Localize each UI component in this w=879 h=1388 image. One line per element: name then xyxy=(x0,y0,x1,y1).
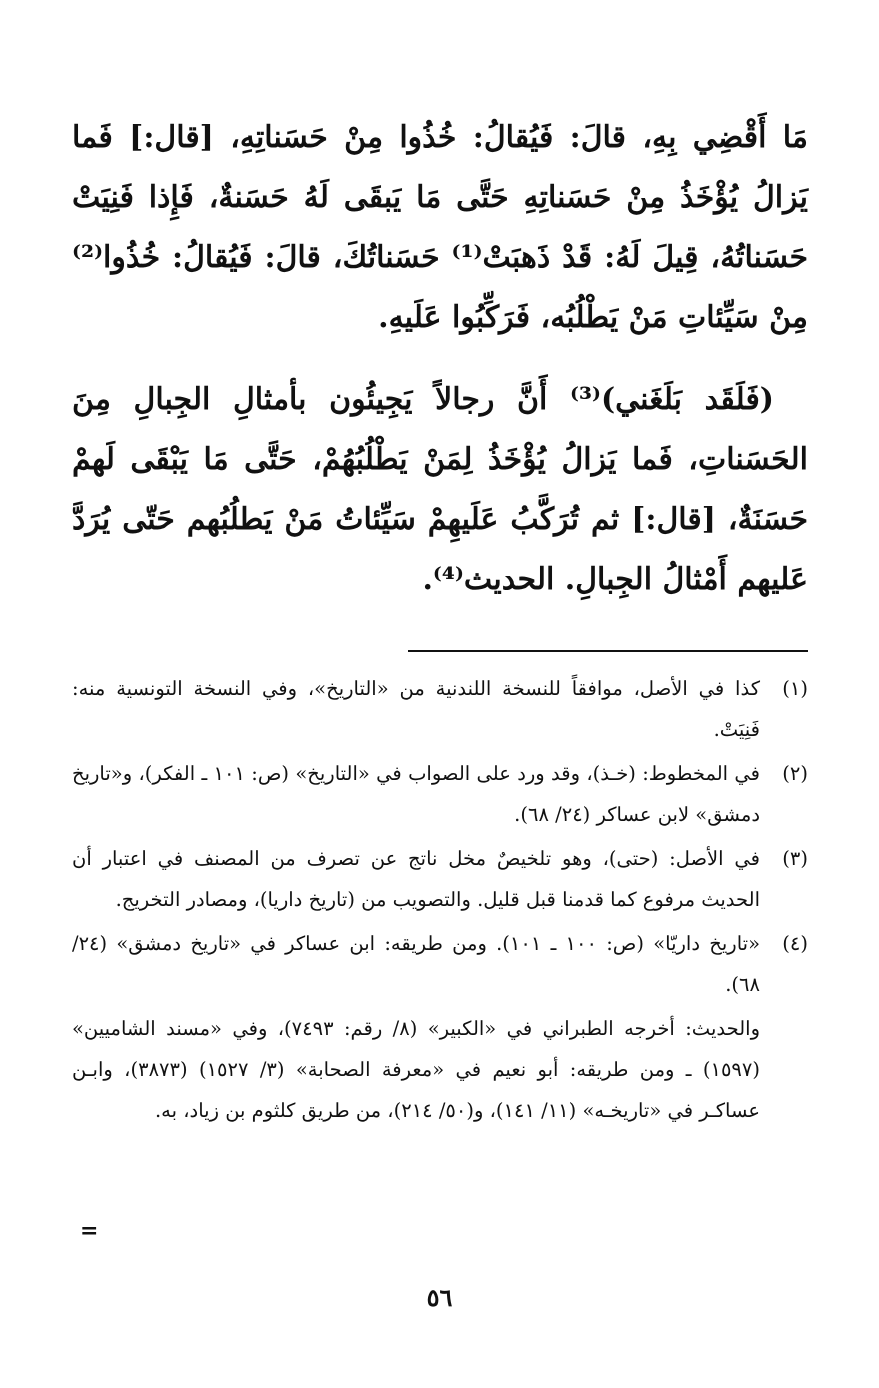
main-text xyxy=(72,108,808,610)
paragraph-2: (فَلَقَد بَلَغَني)⁽³⁾ أَنَّ رجالاً يَجِيئُون بأمثالِ الجِبالِ مِنَ الحَسَناتِ، فَما يَزالُ يُؤْخَذُ لِمَنْ يَطْلُبُهُمْ، حَتَّى مَا يَبْقَى لَهمْ حَسَنَةٌ، [قال:] ثم تُرَكَّبُ عَلَيهِمْ سَيِّئاتُ مَنْ يَطلُبُهم حَتّى يُرَدَّ عَليهم أَمْثالُ الجِبالِ. الحديث⁽⁴⁾. xyxy=(72,382,808,597)
footnote-separator xyxy=(408,650,808,652)
footnote-text: «تاريخ داريّا» (ص: ١٠٠ ـ ١٠١). ومن طريقه: ابن عساكر في «تاريخ دمشق» (٢٤/ ٦٨). xyxy=(72,932,760,996)
footnote-4-continuation: والحديث: أخرجه الطبراني في «الكبير» (٨/ رقم: ٧٤٩٣)، وفي «مسند الشاميين» (١٥٩٧) ـ ومن طريقه: أبو نعيم في «معرفة الصحابة» (٣/ ١٥٢٧) (٣٨٧٣)، وابـن عساكـر في «تاريخـه» (١١/ ١٤١)، و(٥٠/ ٢١٤)، من طريق كلثوم بن زياد، به. xyxy=(72,1017,760,1122)
footnote-number: (٢) xyxy=(782,762,808,785)
footnote-text: في الأصل: (حتى)، وهو تلخيصٌ مخل ناتج عن تصرف من المصنف في اعتبار أن الحديث مرفوع كما قدمنا قبل قليل. والتصويب من (تاريخ داريا)، ومصادر التخريج. xyxy=(72,847,760,911)
footnote-text: كذا في الأصل، موافقاً للنسخة اللندنية من «التاريخ»، وفي النسخة التونسية منه: فَنِيَتْ. xyxy=(72,677,760,741)
footnote-3 xyxy=(72,838,808,920)
footnote-text: في المخطوط: (خـذ)، وقد ورد على الصواب في «التاريخ» (ص: ١٠١ ـ الفكر)، و«تاريخ دمشق» لابن عساكر (٢٤/ ٦٨). xyxy=(72,762,760,826)
footnote-1 xyxy=(72,668,808,750)
page-number: ٥٦ xyxy=(426,1283,453,1312)
footnote-number: (١) xyxy=(782,677,808,700)
footnote-number: (٣) xyxy=(782,847,808,870)
footnote-4 xyxy=(72,923,808,1005)
paragraph-1: مَا أَقْضِي بِهِ، قالَ: فَيُقالُ: خُذُوا مِنْ حَسَناتِهِ، [قال:] فَما يَزالُ يُؤْخَذُ مِنْ حَسَناتِهِ حَتَّى مَا يَبقَى لَهُ حَسَنةٌ، فَإِذا فَنِيَتْ حَسَناتُهُ، قِيلَ لَهُ: قَدْ ذَهبَتْ⁽¹⁾ حَسَناتُكَ، قالَ: فَيُقالُ: خُذُوا⁽²⁾ مِنْ سَيِّئاتِ مَنْ يَطْلُبُه، فَرَكِّبُوا عَلَيهِ. xyxy=(72,120,808,335)
footnotes xyxy=(72,668,808,1131)
footnote-number: (٤) xyxy=(782,932,808,955)
continuation-mark: = xyxy=(80,1218,99,1244)
footnote-2 xyxy=(72,753,808,835)
